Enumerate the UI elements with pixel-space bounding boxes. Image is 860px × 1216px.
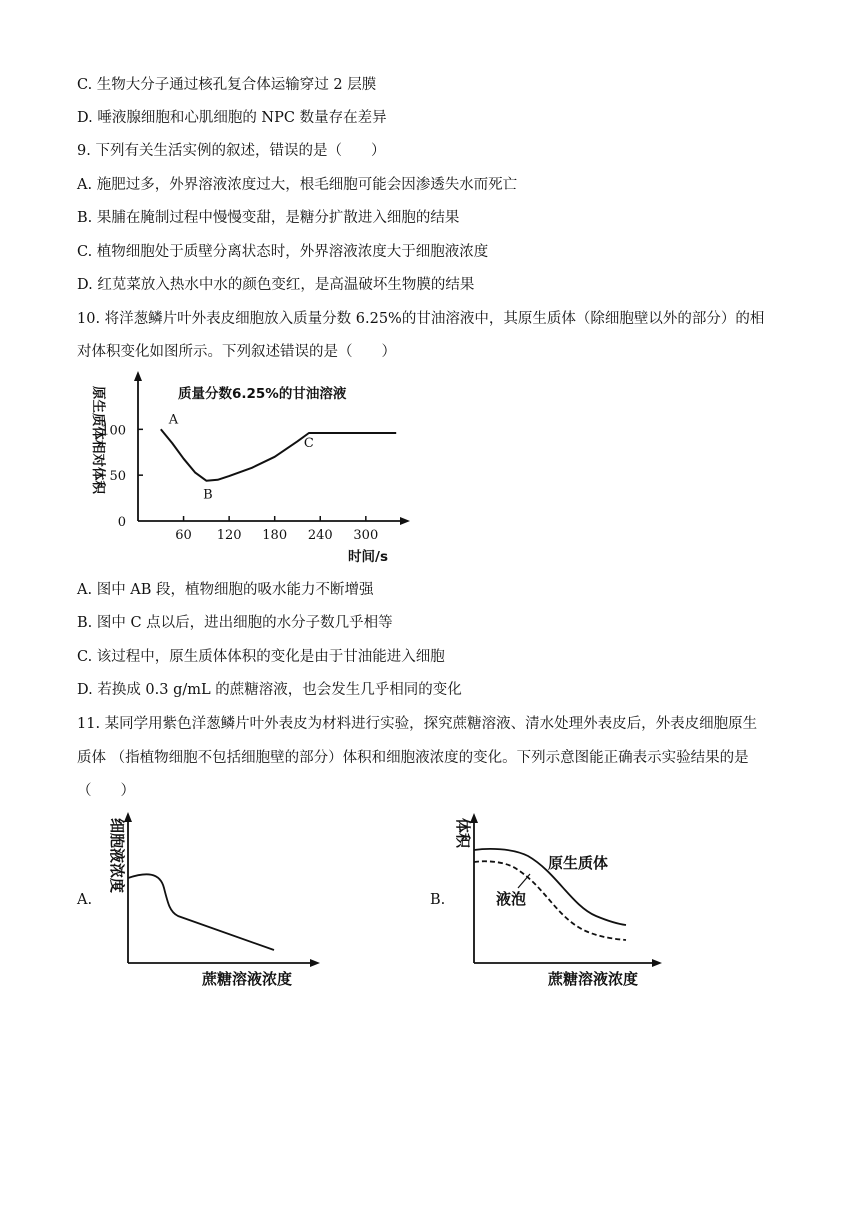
q9-option-d: D. 红苋菜放入热水中水的颜色变红，是高温破坏生物膜的结果 [77, 277, 475, 293]
x-tick-label: 120 [216, 528, 242, 543]
q10-option-b: B. 图中 C 点以后，进出细胞的水分子数几乎相等 [77, 615, 393, 631]
x-tick-label: 60 [175, 528, 192, 543]
fig-a-curve [128, 874, 274, 950]
q8-option-c: C. 生物大分子通过核孔复合体运输穿过 2 层膜 [77, 77, 377, 93]
y-axis-arrow [134, 371, 142, 381]
q9-stem: 9. 下列有关生活实例的叙述，错误的是（ ） [77, 143, 386, 159]
point-label-c: C [303, 436, 314, 451]
fig-a-ylabel: 细胞液浓度 [108, 818, 126, 894]
fig-b-label-protoplast: 原生质体 [548, 854, 609, 872]
x-axis-arrow [400, 517, 410, 525]
q10-option-a: A. 图中 AB 段，植物细胞的吸水能力不断增强 [77, 582, 374, 598]
y-tick-label: 0 [117, 515, 126, 530]
series-line [161, 429, 396, 480]
y-tick-label: 100 [101, 423, 126, 439]
fig-b-ylabel: 体积 [454, 818, 472, 849]
q11-figure-b [448, 808, 678, 988]
y-tick-label: 50 [109, 469, 126, 485]
point-label-a: A [168, 412, 179, 428]
fig-b-label-vacuole: 液泡 [496, 890, 527, 908]
q10-option-d: D. 若换成 0.3 g/mL 的蔗糖溶液，也会发生几乎相同的变化 [77, 682, 462, 698]
q11-fig-a-option: A. [77, 892, 93, 908]
x-tick-label: 240 [307, 528, 333, 543]
q11-fig-b-option: B. [430, 892, 446, 908]
q9-option-b: B. 果脯在腌制过程中慢慢变甜，是糖分扩散进入细胞的结果 [77, 210, 460, 226]
q10-chart [80, 368, 440, 568]
x-axis-label: 时间/s [348, 549, 388, 565]
q11-stem-line2: 质体 （指植物细胞不包括细胞壁的部分）体积和细胞液浓度的变化。下列示意图能正确表示实验结果的是 [77, 750, 749, 766]
q10-stem-line2: 对体积变化如图所示。下列叙述错误的是（ ） [77, 344, 396, 360]
q8-option-d: D. 唾液腺细胞和心肌细胞的 NPC 数量存在差异 [77, 110, 387, 126]
point-label-b: B [203, 487, 213, 503]
fig-a-xlabel: 蔗糖溶液浓度 [202, 970, 293, 988]
q11-stem-line3: （ ） [77, 783, 135, 799]
y-axis-label: 原生质体相对体积 [90, 386, 106, 494]
q9-option-a: A. 施肥过多，外界溶液浓度过大，根毛细胞可能会因渗透失水而死亡 [77, 177, 518, 193]
fig-b-xlabel: 蔗糖溶液浓度 [548, 970, 639, 988]
chart-title: 质量分数6.25%的甘油溶液 [178, 386, 347, 402]
q11-stem-line1: 11. 某同学用紫色洋葱鳞片叶外表皮为材料进行实验，探究蔗糖溶液、清水处理外表皮后，外表皮细胞原生 [77, 716, 758, 732]
vacuole-pointer [518, 874, 530, 888]
q10-stem-line1: 10. 将洋葱鳞片叶外表皮细胞放入质量分数 6.25%的甘油溶液中，其原生质体（除细胞壁以外的部分）的相 [77, 311, 765, 327]
x-tick-label: 300 [353, 528, 379, 543]
q9-option-c: C. 植物细胞处于质壁分离状态时，外界溶液浓度大于细胞液浓度 [77, 244, 489, 260]
q11-figure-a [98, 808, 328, 988]
q10-option-c: C. 该过程中，原生质体体积的变化是由于甘油能进入细胞 [77, 649, 445, 665]
x-tick-label: 180 [262, 528, 288, 543]
